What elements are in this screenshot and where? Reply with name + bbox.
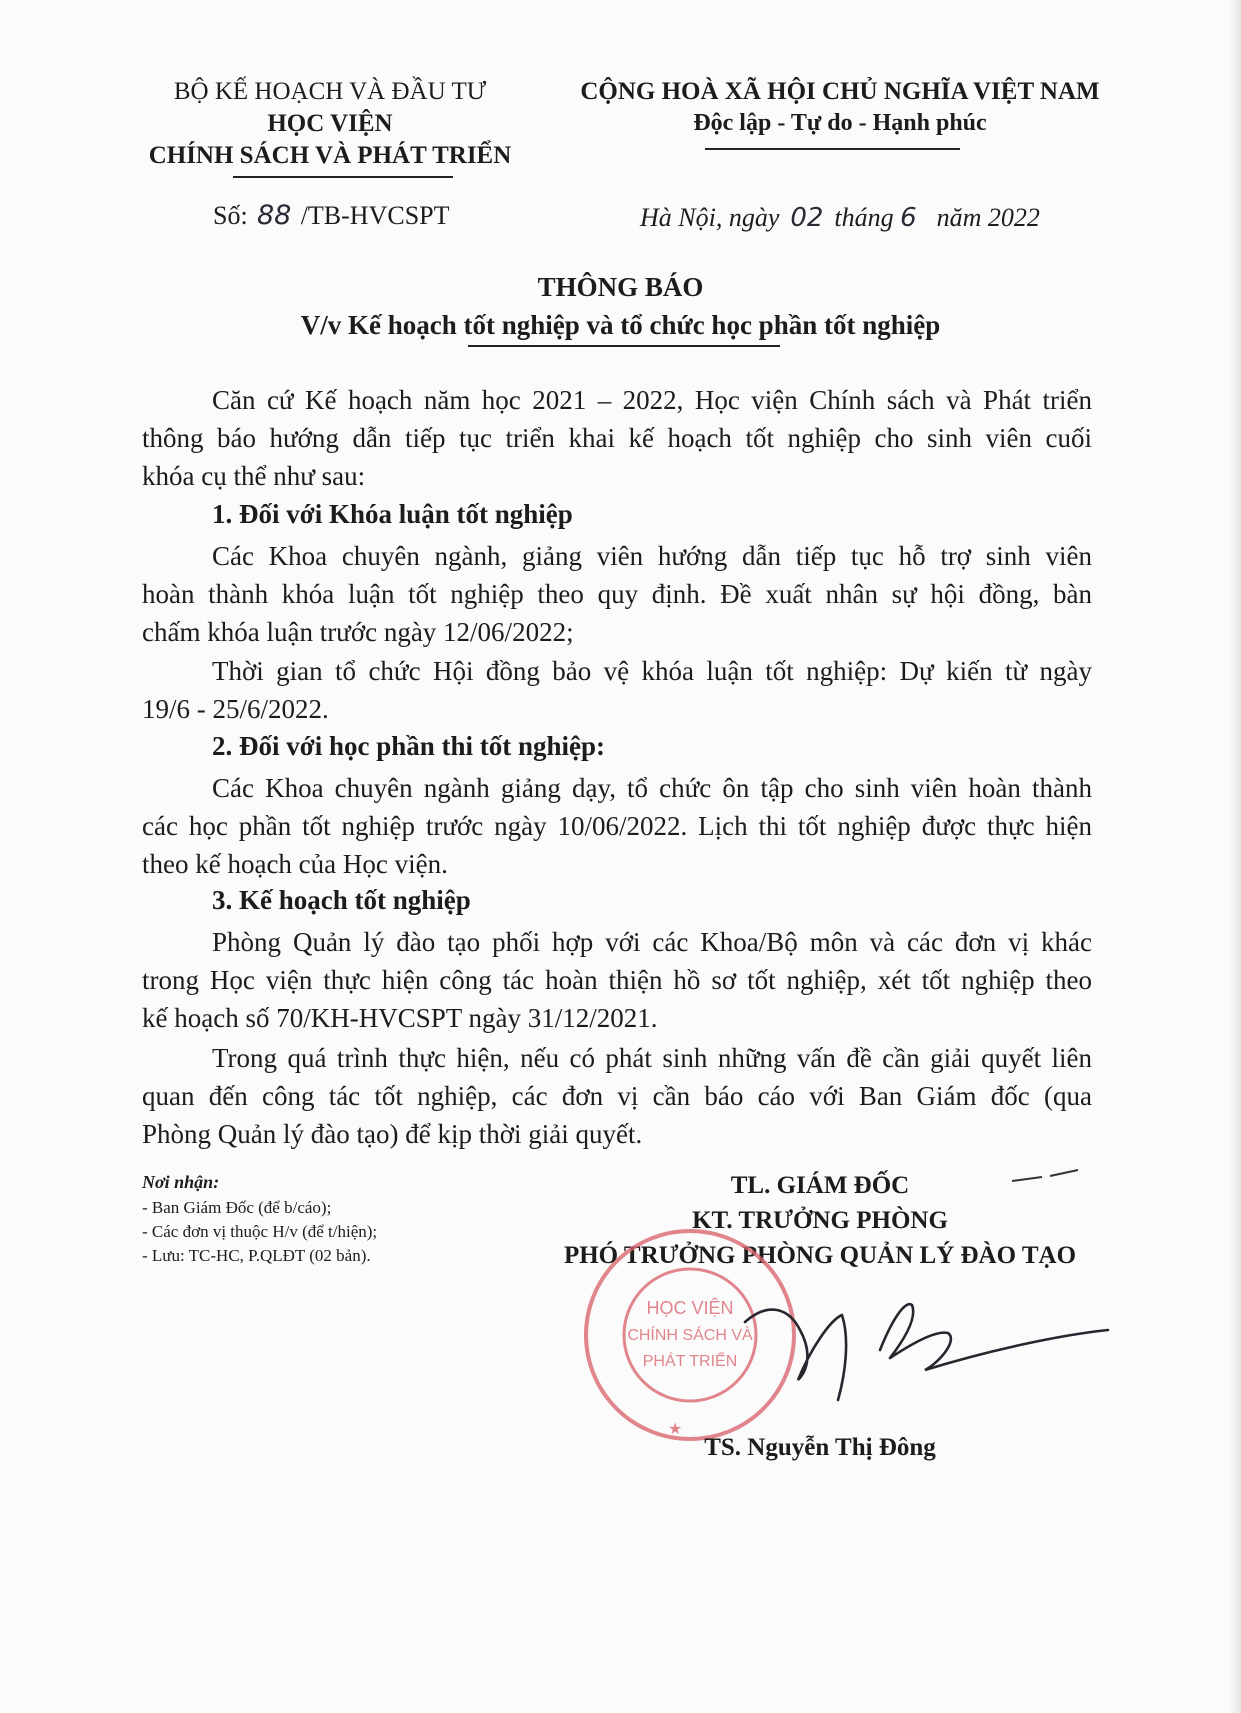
intro-line-2: thông báo hướng dẫn tiếp tục triển khai kế hoạch tốt nghiệp cho sinh viên cuối — [142, 423, 1092, 453]
seal-inner-ring — [624, 1269, 756, 1401]
section-1-para1-line-3: chấm khóa luận trước ngày 12/06/2022; — [142, 617, 574, 647]
date-year: năm 2022 — [936, 203, 1040, 232]
ministry-name: BỘ KẾ HOẠCH VÀ ĐẦU TƯ — [173, 78, 487, 105]
recipient-item: - Ban Giám Đốc (để b/cáo); — [142, 1198, 332, 1217]
seal-star-icon: ★ — [668, 1419, 683, 1438]
section-3-para1-line-2: trong Học viện thực hiện công tác hoàn thiện hồ sơ tốt nghiệp, xét tốt nghiệp theo — [142, 965, 1092, 995]
seal-text-line1: HỌC VIỆN — [646, 1298, 734, 1318]
section-2-heading: 2. Đối với học phần thi tốt nghiệp: — [212, 731, 606, 761]
institute-line1: HỌC VIỆN — [267, 110, 393, 137]
doc-subject: V/v Kế hoạch tốt nghiệp và tổ chức học phần tốt nghiệp — [300, 310, 941, 340]
intro-line-3: khóa cụ thể như sau: — [142, 461, 366, 491]
doc-number-suffix: /TB-HVCSPT — [300, 201, 450, 230]
date-month-label: tháng — [834, 203, 894, 232]
section-1-heading: 1. Đối với Khóa luận tốt nghiệp — [212, 499, 573, 529]
national-motto: Độc lập - Tự do - Hạnh phúc — [693, 110, 987, 136]
date-day-handwritten: 02 — [790, 203, 824, 233]
section-1-para1-line-2: hoàn thành khóa luận tốt nghiệp theo quy định. Đề xuất nhân sự hội đồng, bàn — [142, 579, 1092, 609]
doc-number — [213, 200, 450, 231]
intro-line-1: Căn cứ Kế hoạch năm học 2021 – 2022, Học viện Chính sách và Phát triển — [212, 385, 1092, 415]
page-edge-shadow — [1227, 0, 1241, 1713]
section-2-para1-line-2: các học phần tốt nghiệp trước ngày 10/06/2022. Lịch thi tốt nghiệp được thực hiện — [142, 811, 1092, 841]
closing-line-1: Trong quá trình thực hiện, nếu có phát sinh những vấn đề cần giải quyết liên — [212, 1043, 1092, 1073]
closing-line-3: Phòng Quản lý đào tạo) để kịp thời giải quyết. — [142, 1119, 643, 1149]
section-3-heading: 3. Kế hoạch tốt nghiệp — [212, 885, 471, 915]
date-month-handwritten: 6 — [900, 203, 917, 233]
seal-text-line3: PHÁT TRIỂN — [642, 1353, 738, 1370]
section-2-para1-line-1: Các Khoa chuyên ngành giảng dạy, tổ chức ôn tập cho sinh viên hoàn thành — [212, 773, 1092, 803]
signature-line2: KT. TRƯỞNG PHÒNG — [692, 1207, 948, 1234]
signature-stroke — [745, 1304, 1108, 1400]
signature-line1: TL. GIÁM ĐỐC — [730, 1172, 910, 1199]
date-line — [640, 203, 1040, 233]
left-header-underline — [233, 176, 453, 178]
subject-underline — [468, 345, 780, 347]
recipient-item: - Lưu: TC-HC, P.QLĐT (02 bản). — [142, 1246, 371, 1265]
signer-name: TS. Nguyễn Thị Đông — [704, 1434, 936, 1461]
recipient-item: - Các đơn vị thuộc H/v (để t/hiện); — [142, 1222, 378, 1241]
signature-line3: PHÓ TRƯỞNG PHÒNG QUẢN LÝ ĐÀO TẠO — [563, 1242, 1077, 1269]
doc-number-handwritten: 88 — [257, 200, 292, 231]
motto-underline — [705, 148, 960, 150]
date-place: Hà Nội, ngày — [640, 203, 780, 232]
section-3-para1-line-1: Phòng Quản lý đào tạo phối hợp với các Khoa/Bộ môn và các đơn vị khác — [212, 927, 1092, 957]
section-1-para1-line-1: Các Khoa chuyên ngành, giảng viên hướng dẫn tiếp tục hỗ trợ sinh viên — [212, 541, 1092, 571]
institute-line2: CHÍNH SÁCH VÀ PHÁT TRIỂN — [148, 142, 512, 169]
section-1-para2-line-2: 19/6 - 25/6/2022. — [142, 694, 329, 724]
doc-title: THÔNG BÁO — [537, 272, 704, 302]
section-2-para1-line-3: theo kế hoạch của Học viện. — [142, 849, 448, 879]
country-name: CỘNG HOÀ XÃ HỘI CHỦ NGHĨA VIỆT NAM — [580, 78, 1100, 105]
closing-line-2: quan đến công tác tốt nghiệp, các đơn vị cần báo cáo với Ban Giám đốc (qua — [142, 1081, 1092, 1111]
seal-text-line2: CHÍNH SÁCH VÀ — [627, 1327, 753, 1344]
section-3-para1-line-3: kế hoạch số 70/KH-HVCSPT ngày 31/12/2021. — [142, 1003, 658, 1033]
section-1-para2-line-1: Thời gian tổ chức Hội đồng bảo vệ khóa luận tốt nghiệp: Dự kiến từ ngày — [212, 656, 1092, 686]
doc-number-prefix: Số: — [213, 201, 248, 230]
recipients-title: Nơi nhận: — [142, 1172, 220, 1192]
